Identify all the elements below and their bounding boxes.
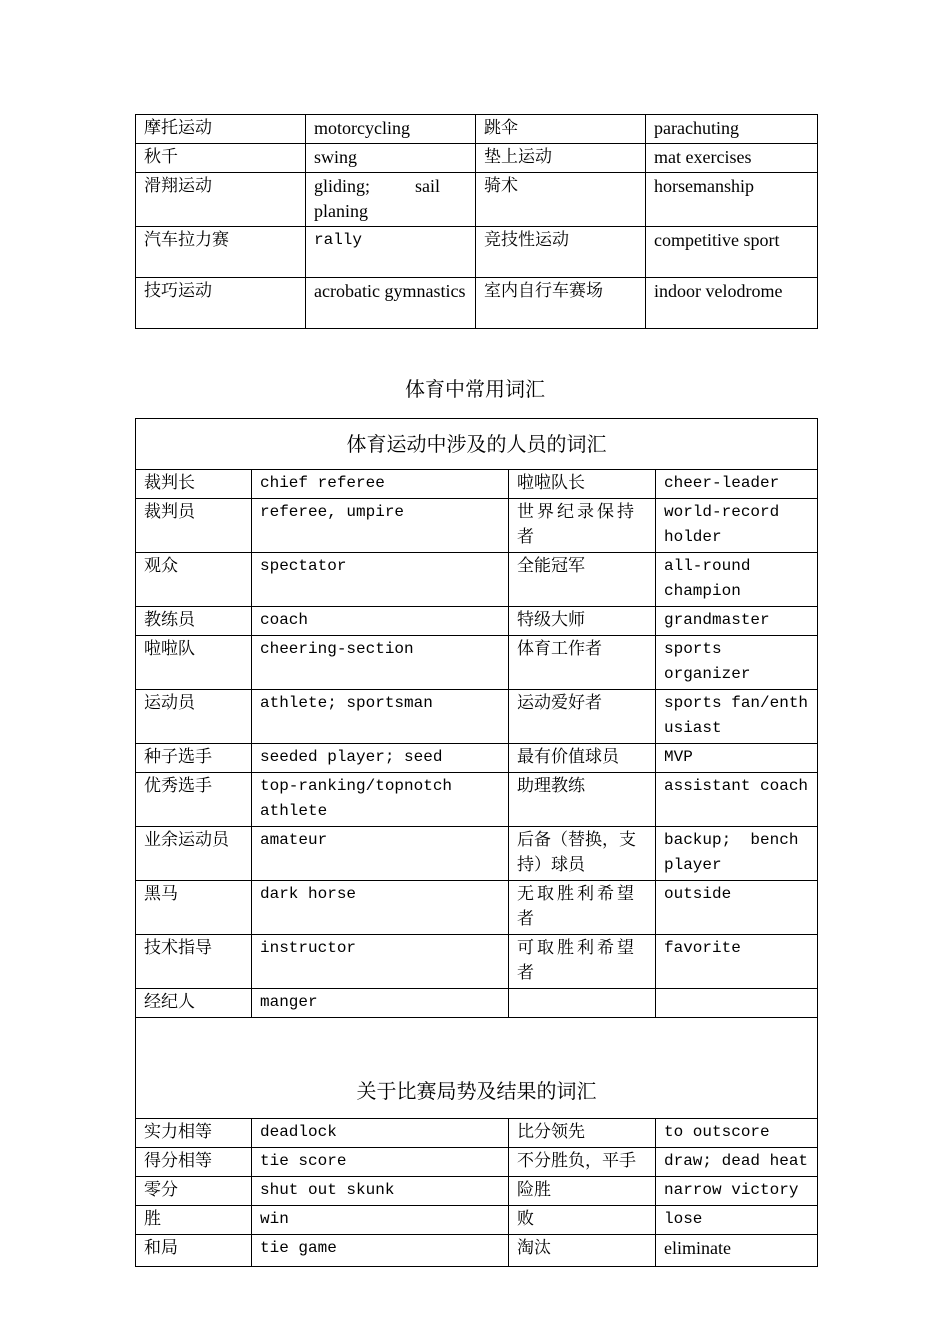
term-cn: 体育工作者 (509, 636, 656, 690)
table-row (136, 1148, 818, 1177)
term-cn: 败 (509, 1206, 656, 1235)
term-cn: 运动员 (136, 690, 252, 744)
term-en: win (252, 1206, 509, 1235)
term-cn: 无取胜利希望者 (509, 881, 656, 935)
term-en: tie game (252, 1235, 509, 1267)
term-en: dark horse (252, 881, 509, 935)
term-en: rally (306, 227, 476, 278)
section-heading-row (136, 419, 818, 470)
term-cn: 垫上运动 (476, 144, 646, 173)
term-cn: 零分 (136, 1177, 252, 1206)
term-en: assistant coach (656, 773, 818, 827)
term-en: swing (306, 144, 476, 173)
table-row (136, 499, 818, 553)
table-row (136, 827, 818, 881)
term-cn: 骑术 (476, 173, 646, 227)
term-en: draw; dead heat (656, 1148, 818, 1177)
term-cn: 最有价值球员 (509, 744, 656, 773)
table-row (136, 553, 818, 607)
term-en: indoor velodrome (646, 278, 818, 329)
term-cn: 黑马 (136, 881, 252, 935)
table-row (136, 470, 818, 499)
term-cn: 险胜 (509, 1177, 656, 1206)
term-cn: 运动爱好者 (509, 690, 656, 744)
term-cn: 经纪人 (136, 989, 252, 1018)
section-heading-row (136, 1018, 818, 1119)
term-en: instructor (252, 935, 509, 989)
term-cn: 特级大师 (509, 607, 656, 636)
table-row (136, 278, 818, 329)
term-en: competitive sport (646, 227, 818, 278)
term-en (656, 989, 818, 1018)
term-cn: 竞技性运动 (476, 227, 646, 278)
term-en: mat exercises (646, 144, 818, 173)
term-en: eliminate (656, 1235, 818, 1267)
sports-vocabulary-table (135, 114, 818, 329)
term-en: seeded player; seed (252, 744, 509, 773)
term-en: manger (252, 989, 509, 1018)
term-en: cheering-section (252, 636, 509, 690)
term-cn: 优秀选手 (136, 773, 252, 827)
table-row (136, 1235, 818, 1267)
term-cn: 和局 (136, 1235, 252, 1267)
term-en: chief referee (252, 470, 509, 499)
term-en: spectator (252, 553, 509, 607)
table-row (136, 935, 818, 989)
term-en: backup; bench player (656, 827, 818, 881)
term-cn: 裁判员 (136, 499, 252, 553)
table-row (136, 690, 818, 744)
vocabulary-table (135, 418, 818, 1267)
term-en: deadlock (252, 1119, 509, 1148)
table-row (136, 607, 818, 636)
term-en: to outscore (656, 1119, 818, 1148)
table-row (136, 989, 818, 1018)
term-en: athlete; sportsman (252, 690, 509, 744)
term-cn: 不分胜负，平手 (509, 1148, 656, 1177)
term-en: acrobatic gymnastics (306, 278, 476, 329)
term-cn: 可取胜利希望者 (509, 935, 656, 989)
section-heading: 体育运动中涉及的人员的词汇 (136, 419, 818, 470)
term-en: horsemanship (646, 173, 818, 227)
table-row (136, 1206, 818, 1235)
table-row (136, 1177, 818, 1206)
term-cn: 助理教练 (509, 773, 656, 827)
term-en: sports fan/enthusiast (656, 690, 818, 744)
term-cn: 啦啦队 (136, 636, 252, 690)
term-en: sports organizer (656, 636, 818, 690)
term-en: shut out skunk (252, 1177, 509, 1206)
term-en: motorcycling (306, 115, 476, 144)
page-title: 体育中常用词汇 (405, 377, 545, 401)
table-row (136, 227, 818, 278)
table-row (136, 144, 818, 173)
term-en: all-round champion (656, 553, 818, 607)
term-en: outside (656, 881, 818, 935)
term-en: grandmaster (656, 607, 818, 636)
table-row (136, 881, 818, 935)
table-row (136, 115, 818, 144)
term-en: coach (252, 607, 509, 636)
term-en: favorite (656, 935, 818, 989)
term-en: tie score (252, 1148, 509, 1177)
term-cn: 比分领先 (509, 1119, 656, 1148)
term-cn: 种子选手 (136, 744, 252, 773)
term-cn: 全能冠军 (509, 553, 656, 607)
term-en: top-ranking/topnotch athlete (252, 773, 509, 827)
table-row (136, 1119, 818, 1148)
term-en: gliding; sail planing (306, 173, 476, 227)
term-en: MVP (656, 744, 818, 773)
term-cn: 秋千 (136, 144, 306, 173)
term-cn: 世界纪录保持者 (509, 499, 656, 553)
term-cn: 技术指导 (136, 935, 252, 989)
term-cn (509, 989, 656, 1018)
term-cn: 裁判长 (136, 470, 252, 499)
term-cn: 滑翔运动 (136, 173, 306, 227)
section-heading: 关于比赛局势及结果的词汇 (136, 1018, 818, 1119)
term-cn: 跳伞 (476, 115, 646, 144)
term-en: parachuting (646, 115, 818, 144)
term-cn: 啦啦队长 (509, 470, 656, 499)
term-en: amateur (252, 827, 509, 881)
table-row (136, 773, 818, 827)
term-cn: 得分相等 (136, 1148, 252, 1177)
term-cn: 胜 (136, 1206, 252, 1235)
term-en: world-record holder (656, 499, 818, 553)
term-cn: 室内自行车赛场 (476, 278, 646, 329)
term-cn: 汽车拉力赛 (136, 227, 306, 278)
term-en: referee, umpire (252, 499, 509, 553)
term-cn: 淘汰 (509, 1235, 656, 1267)
table-row (136, 744, 818, 773)
term-cn: 业余运动员 (136, 827, 252, 881)
term-cn: 技巧运动 (136, 278, 306, 329)
term-cn: 实力相等 (136, 1119, 252, 1148)
term-cn: 教练员 (136, 607, 252, 636)
term-cn: 后备（替换，支持）球员 (509, 827, 656, 881)
term-en: lose (656, 1206, 818, 1235)
term-cn: 观众 (136, 553, 252, 607)
table-row (136, 173, 818, 227)
term-en: narrow victory (656, 1177, 818, 1206)
term-en: cheer-leader (656, 470, 818, 499)
table-row (136, 636, 818, 690)
term-cn: 摩托运动 (136, 115, 306, 144)
